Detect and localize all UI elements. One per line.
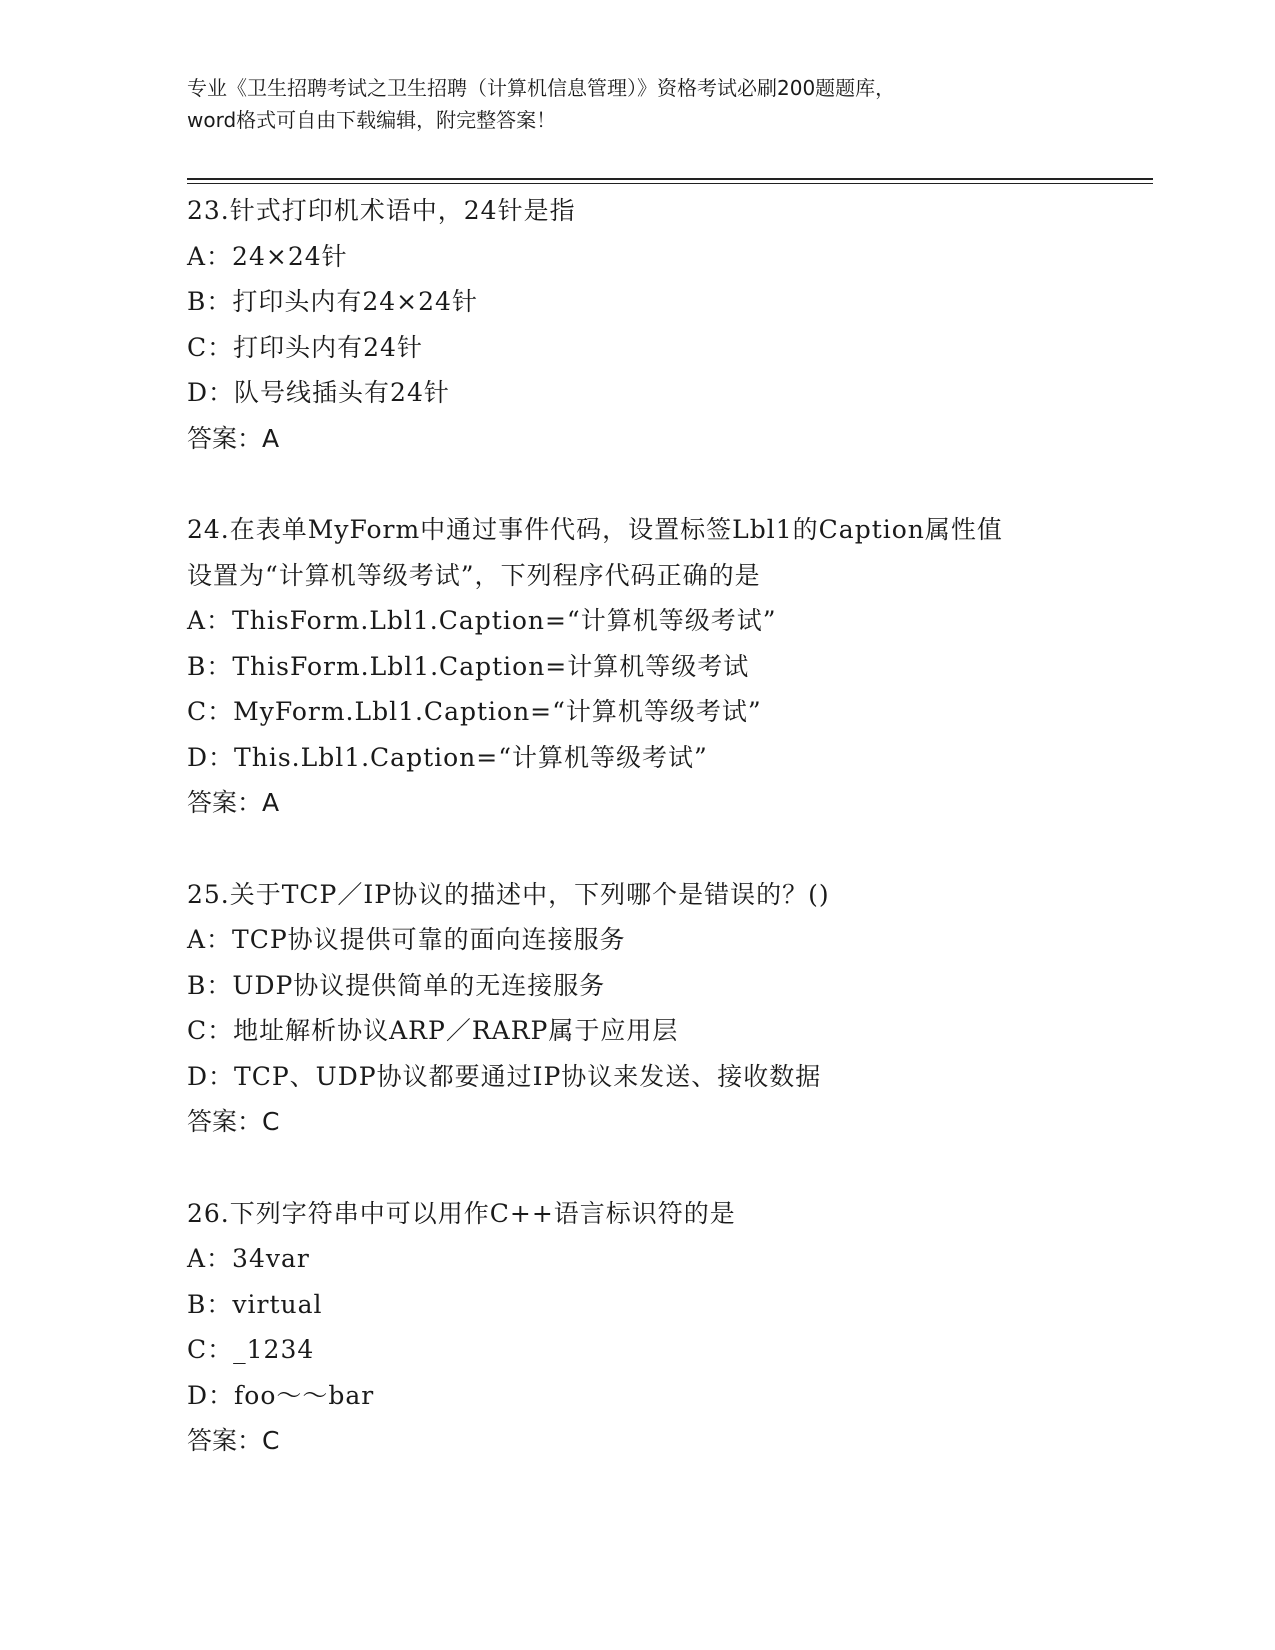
option-c: C：_1234 [187, 1335, 315, 1364]
question-stem: 26.下列字符串中可以用作C++语言标识符的是 [187, 1198, 736, 1228]
question-23 [187, 188, 1087, 461]
option-c: C：地址解析协议ARP／RARP属于应用层 [187, 1016, 679, 1045]
answer: 答案：A [187, 788, 280, 817]
header-divider-thick [187, 178, 1153, 180]
header-line-1: 专业《卫生招聘考试之卫生招聘（计算机信息管理）》资格考试必刷200题题库， [187, 76, 896, 100]
answer: 答案：C [187, 1107, 280, 1136]
option-b: B：ThisForm.Lbl1.Caption=计算机等级考试 [187, 651, 750, 681]
question-26 [187, 1191, 1087, 1464]
question-24 [187, 507, 1087, 826]
header-line-2: word格式可自由下载编辑，附完整答案！ [187, 108, 557, 132]
option-d: D：队号线插头有24针 [187, 378, 450, 407]
option-d: D：foo～～bar [187, 1380, 375, 1410]
option-b: B：virtual [187, 1289, 323, 1319]
document-header [187, 72, 1087, 136]
question-stem-line-1: 24.在表单MyForm中通过事件代码，设置标签Lbl1的Caption属性值 [187, 515, 1003, 544]
question-stem: 25.关于TCP／IP协议的描述中，下列哪个是错误的？() [187, 879, 830, 909]
question-list [187, 188, 1087, 1510]
answer: 答案：A [187, 423, 280, 453]
option-c: C：打印头内有24针 [187, 332, 423, 362]
option-a: A：ThisForm.Lbl1.Caption=“计算机等级考试” [187, 606, 777, 635]
question-25 [187, 872, 1087, 1145]
option-d: D：This.Lbl1.Caption=“计算机等级考试” [187, 742, 708, 772]
question-stem-line-2: 设置为“计算机等级考试”，下列程序代码正确的是 [187, 560, 761, 590]
option-a: A：24×24针 [187, 241, 348, 271]
option-a: A：34var [187, 1244, 310, 1273]
option-b: B：打印头内有24×24针 [187, 287, 478, 316]
option-b: B：UDP协议提供简单的无连接服务 [187, 970, 606, 1000]
option-a: A：TCP协议提供可靠的面向连接服务 [187, 925, 626, 954]
answer: 答案：C [187, 1426, 280, 1455]
option-d: D：TCP、UDP协议都要通过IP协议来发送、接收数据 [187, 1061, 822, 1091]
option-c: C：MyForm.Lbl1.Caption=“计算机等级考试” [187, 697, 762, 726]
question-stem: 23.针式打印机术语中，24针是指 [187, 196, 576, 225]
header-divider-thin [187, 183, 1153, 184]
